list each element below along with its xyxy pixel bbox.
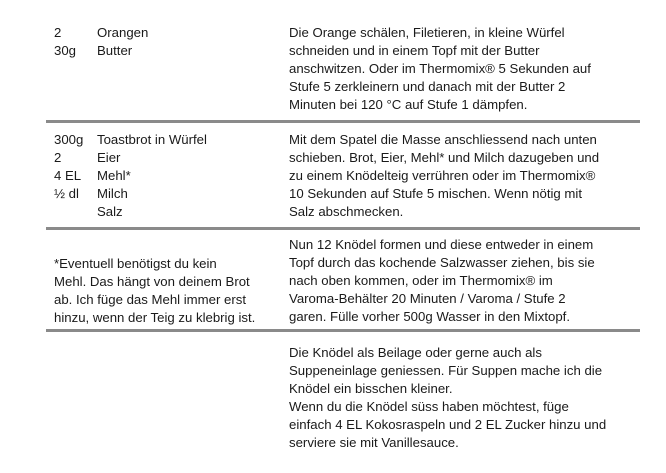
ingredient-quantity: 2 (54, 25, 62, 40)
section-divider (46, 329, 640, 332)
instruction-line: Mit dem Spatel die Masse anschliessend nach unten (289, 132, 597, 147)
ingredient-name: Milch (97, 186, 128, 201)
instruction-line: Knödel ein bisschen kleiner. (289, 381, 453, 396)
ingredient-name: Butter (97, 43, 133, 58)
instruction-line: Wenn du die Knödel süss haben möchtest, füge (289, 399, 569, 414)
recipe-step-2 (0, 131, 666, 221)
instruction-line: nach oben kommen, oder im Thermomix® im (289, 273, 553, 288)
ingredient-name: Salz (97, 204, 123, 219)
ingredient-name: Orangen (97, 25, 149, 40)
instruction-line: serviere sie mit Vanillesauce. (289, 435, 459, 450)
ingredient-quantity: 300g (54, 132, 84, 147)
ingredient-name: Toastbrot in Würfel (97, 132, 207, 147)
instruction-line: zu einem Knödelteig verrühren oder im Thermomix® (289, 168, 596, 183)
footnote-line: *Eventuell benötigst du kein (54, 256, 217, 271)
recipe-step-1 (0, 24, 666, 112)
section-divider (46, 227, 640, 230)
ingredient-quantity: ½ dl (54, 186, 79, 201)
ingredient-name: Eier (97, 150, 121, 165)
footnote (54, 255, 274, 327)
instruction-line: Suppeneinlage geniessen. Für Suppen mache ich die (289, 363, 603, 378)
footnote-line: hinzu, wenn der Teig zu klebrig ist. (54, 310, 256, 325)
instruction-line: Nun 12 Knödel formen und diese entweder in einem (289, 237, 594, 252)
instruction-line: Stufe 5 zerkleinern und danach mit der Butter 2 (289, 79, 566, 94)
instruction-line: schieben. Brot, Eier, Mehl* und Milch dazugeben und (289, 150, 600, 165)
instruction-text (289, 236, 629, 326)
instruction-text (289, 344, 629, 452)
instruction-line: Varoma-Behälter 20 Minuten / Varoma / Stufe 2 (289, 291, 566, 306)
instruction-line: einfach 4 EL Kokosraspeln und 2 EL Zucker hinzu und (289, 417, 607, 432)
instruction-line: Minuten bei 120 °C auf Stufe 1 dämpfen. (289, 97, 528, 112)
ingredient-quantity: 30g (54, 43, 77, 58)
instruction-text (289, 131, 629, 221)
instruction-line: Die Knödel als Beilage oder gerne auch als (289, 345, 542, 360)
instruction-line: 10 Sekunden auf Stufe 5 mischen. Wenn nötig mit (289, 186, 582, 201)
instruction-line: Die Orange schälen, Filetieren, in kleine Würfel (289, 25, 565, 40)
instruction-line: Topf durch das kochende Salzwasser ziehen, bis sie (289, 255, 595, 270)
ingredient-quantity: 4 EL (54, 168, 82, 183)
ingredient-quantity: 2 (54, 150, 62, 165)
footnote-line: ab. Ich füge das Mehl immer erst (54, 292, 247, 307)
instruction-line: garen. Fülle vorher 500g Wasser in den Mixtopf. (289, 309, 570, 324)
instruction-text (289, 24, 629, 114)
section-divider (46, 120, 640, 123)
ingredient-name: Mehl* (97, 168, 131, 183)
footnote-line: Mehl. Das hängt von deinem Brot (54, 274, 250, 289)
instruction-line: Salz abschmecken. (289, 204, 404, 219)
instruction-line: anschwitzen. Oder im Thermomix® 5 Sekunden auf (289, 61, 591, 76)
instruction-line: schneiden und in einem Topf mit der Butter (289, 43, 540, 58)
